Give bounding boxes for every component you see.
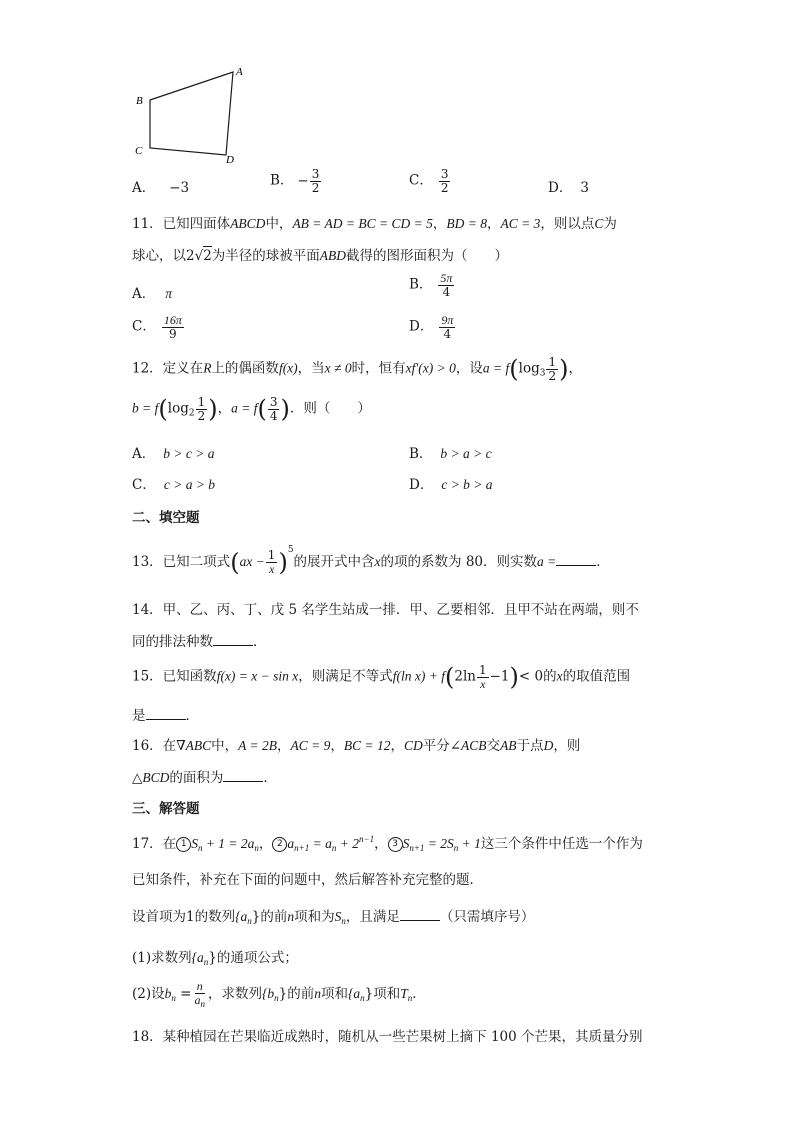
text: 时，恒有 — [351, 360, 406, 377]
vertex-label-b: B — [136, 95, 143, 107]
option-label: B． — [409, 446, 433, 462]
option-fraction — [438, 272, 454, 298]
text: (1)求数列 — [132, 950, 192, 966]
text: ． — [185, 708, 199, 724]
math-subscript: n+1 — [409, 843, 425, 853]
text: 17．在 — [132, 836, 177, 852]
math: x — [556, 668, 563, 684]
math-subscript: n — [171, 993, 176, 1004]
q11-option-a — [132, 282, 172, 302]
option-label: D． — [409, 318, 434, 335]
q12-line-1: 12．定义在R上的偶函数f(x)，当x ≠ 0时，恒有xf′(x) > 0，设$a = f(\log_3$ $\frac{1}{2}$ )， — [132, 355, 582, 384]
math: BC = 12 — [343, 738, 391, 753]
text: ，设 — [455, 360, 483, 377]
fraction-numerator: 1 — [267, 548, 276, 563]
math: f(x) = x − sin x — [216, 668, 299, 684]
text: ． — [596, 554, 610, 570]
text: 平分 — [422, 738, 450, 754]
text: (2)设 — [132, 986, 165, 1003]
math: 2 — [203, 248, 212, 264]
answer-blank — [213, 633, 253, 646]
text: ． — [253, 634, 267, 650]
option-value: c > a > b — [163, 477, 216, 492]
text: 的前 — [260, 909, 288, 925]
text: 12．定义在 — [132, 360, 204, 377]
math-subscript: n — [360, 993, 365, 1004]
q12-option-d — [409, 473, 493, 493]
math-subscript: n — [203, 957, 209, 967]
math: C — [594, 216, 604, 231]
option-value: π — [165, 286, 173, 301]
math: R — [203, 360, 212, 376]
circled-number: 3 — [388, 837, 403, 852]
text: 交 — [486, 738, 501, 754]
math-subscript: n — [247, 916, 252, 926]
math: x ≠ 0 — [324, 360, 352, 376]
q12-option-b — [409, 442, 492, 462]
fraction-denominator: 4 — [443, 326, 452, 341]
math: < 0 — [518, 668, 544, 685]
math-subscript: 3 — [539, 368, 546, 379]
math: AB — [500, 738, 517, 753]
math: △BCD — [132, 770, 170, 785]
option-value: −3 — [169, 180, 190, 196]
text: 项和 — [320, 986, 348, 1003]
fraction-numerator: 5π — [440, 271, 453, 285]
math: a = f — [482, 360, 510, 376]
text: ． — [412, 986, 426, 1003]
vertex-label-c: C — [135, 145, 143, 157]
math-subscript: n — [331, 843, 337, 853]
fraction — [477, 664, 489, 690]
q16-line-1: 16．在∇ABC中，A = 2B，AC = 9，BC = 12，CD平分∠ACB交AB于点D，则 — [132, 738, 581, 754]
option-label: B． — [270, 172, 294, 189]
option-label: A． — [132, 286, 156, 302]
math: b — [164, 986, 172, 1002]
q17-line-3: 设首项为1的数列$\{a_n\}$的前n项和为$S_n$，且满足 （只需填序号） — [132, 909, 535, 926]
option-label: D． — [548, 180, 573, 196]
option-value: b > c > a — [163, 446, 215, 461]
text: 设首项为1的数列 — [132, 909, 236, 925]
text: 的前 — [287, 986, 315, 1003]
option-label: D． — [409, 477, 434, 493]
q17-part-1: (1)求数列$\{a_n\}$的通项公式； — [132, 950, 298, 967]
text: 是 — [132, 708, 146, 724]
section-heading-answer: 三、解答题 — [132, 801, 200, 817]
vertex-label-a: A — [236, 66, 243, 78]
text: ，则 — [553, 738, 581, 754]
math-subscript: n+1 — [294, 843, 310, 853]
text: ．则（ ） — [289, 400, 371, 417]
text: ． — [263, 770, 277, 786]
math: {a — [191, 950, 204, 965]
math-subscript: n — [197, 843, 203, 853]
math-exponent: n−1 — [359, 834, 375, 844]
text: ，且满足 — [345, 909, 400, 925]
math-subscript: n — [453, 843, 459, 853]
fraction — [268, 396, 280, 422]
q17-part-2: (2)设$b_n$ = $\frac{n}{a_n}$ ，求数列$\{b_n\}$的前n项和$\{a_n\}$项和$T_n$． — [132, 979, 426, 1009]
math-subscript: n — [341, 916, 346, 926]
math: n — [287, 909, 295, 924]
text: ，则以点 — [540, 216, 595, 232]
fraction — [266, 549, 278, 575]
text: 这三个条件中任选一个作为 — [480, 836, 643, 852]
answer-blank — [223, 769, 263, 782]
math: a = f — [231, 400, 258, 416]
q17-line-1: 17．在 1 $S_n + 1 = 2a_n$， 2 $a_{n+1} = a_n + 2^{n-1}$， 3 $S_{n+1} = 2S_n + 1$这三个条件中任选一个作为 — [132, 834, 643, 853]
q17-line-2: 已知条件，补充在下面的问题中，然后解答补充完整的题． — [132, 872, 483, 888]
q11-line-1: 11．已知四面体ABCD中，AB = AD = BC = CD = 5，BD = 8，AC = 3，则以点C为 — [132, 216, 617, 232]
fraction — [192, 980, 207, 1009]
math: −1 — [489, 668, 510, 685]
text: 上的偶函数 — [211, 360, 279, 377]
text: 的面积为 — [169, 770, 224, 786]
q14-line-2 — [132, 630, 267, 650]
circled-number: 1 — [176, 837, 191, 852]
fraction-numerator: n — [196, 979, 203, 993]
math: S — [334, 909, 342, 924]
q10-option-b — [270, 168, 322, 194]
fraction-numerator: 3 — [269, 395, 278, 409]
math: f(x) — [278, 360, 298, 376]
option-label: C． — [132, 477, 156, 493]
text: ，则满足不等式 — [298, 668, 393, 685]
option-label: C． — [409, 172, 433, 189]
text: 11．已知四面体 — [132, 216, 231, 232]
math: {a — [235, 909, 248, 924]
text: 13．已知二项式 — [132, 554, 231, 570]
fraction-denominator: a — [194, 992, 201, 1007]
fraction-denominator: 4 — [269, 408, 278, 423]
math: {b — [261, 986, 275, 1002]
option-fraction — [310, 168, 322, 194]
answer-blank — [556, 553, 596, 566]
math: = a — [309, 836, 332, 851]
math: ax − — [239, 554, 265, 569]
math: + 1 — [458, 836, 481, 851]
option-label: A． — [132, 446, 156, 462]
option-label: C． — [132, 318, 156, 335]
fraction-denominator: 9 — [169, 326, 177, 341]
math: n — [314, 986, 321, 1002]
text: 的 — [543, 668, 557, 685]
q11-line-2 — [132, 244, 508, 264]
math: = 2S — [424, 836, 454, 851]
math: AC = 3 — [500, 216, 541, 231]
math-subscript: n — [274, 993, 279, 1004]
option-value: 3 — [580, 180, 589, 196]
math: + 1 = 2a — [202, 836, 255, 851]
text: 的展开式中含 — [293, 554, 375, 570]
option-fraction — [439, 168, 451, 194]
option-fraction — [439, 314, 455, 340]
math: x — [374, 554, 381, 569]
math: BD = 8 — [446, 216, 487, 231]
option-sign: − — [297, 172, 309, 189]
fraction-denominator: 2 — [548, 368, 557, 383]
quadrilateral-figure — [128, 60, 258, 170]
fraction — [196, 396, 208, 422]
text: 为 — [603, 216, 617, 232]
q18-line-1: 18．某种植园在芒果临近成熟时，随机从一些芒果树上摘下 100 个芒果，其质量分别 — [132, 1029, 643, 1045]
fraction-numerator: 1 — [548, 355, 557, 369]
math: S — [191, 836, 198, 851]
fraction-denominator: x — [480, 676, 486, 691]
fraction-denominator: 2 — [197, 408, 206, 423]
q10-option-d — [548, 176, 589, 196]
math: xf′(x) > 0 — [405, 360, 456, 376]
q11-option-b — [409, 272, 455, 298]
text: 的项的系数为 80．则实数 — [380, 554, 538, 570]
math: CD — [403, 738, 423, 753]
math: f(ln x) + f — [392, 668, 445, 684]
math: A = 2B — [238, 738, 277, 753]
text: ，当 — [297, 360, 325, 377]
math-exponent: 5 — [287, 545, 294, 555]
math: log — [518, 360, 540, 377]
math: AC = 9 — [290, 738, 331, 753]
fraction-denominator: 4 — [442, 284, 451, 299]
math: D — [543, 738, 554, 753]
answer-blank — [146, 707, 186, 720]
q14-line-1: 14．甲、乙、丙、丁、戊 5 名学生站成一排．甲、乙要相邻．且甲不站在两端，则不 — [132, 602, 639, 618]
text: 15．已知函数 — [132, 668, 217, 685]
text: 于点 — [516, 738, 544, 754]
text: 中， — [211, 738, 239, 754]
q13-line: 13．已知二项式(ax − $\frac{1}{x}$ )$^5$的展开式中含x的项的系数为 80．则实数a = ． — [132, 545, 610, 577]
math: ∇ABC — [176, 738, 212, 753]
math: = — [175, 986, 192, 1003]
fraction — [546, 356, 558, 382]
fraction-denominator: x — [268, 562, 275, 576]
math: + 2 — [336, 836, 359, 851]
q12-option-c — [132, 473, 215, 493]
math: b = f — [132, 400, 159, 416]
math: 2 — [186, 248, 195, 264]
math: S — [402, 836, 410, 851]
answer-blank — [400, 908, 440, 921]
option-value: b > a > c — [440, 446, 492, 461]
fraction-numerator: 16π — [163, 313, 182, 327]
q10-option-c — [409, 168, 451, 194]
math-subscript: 2 — [188, 408, 195, 419]
q12-option-a — [132, 442, 214, 462]
fraction-denominator: 2 — [311, 180, 320, 195]
math: log — [167, 400, 189, 417]
q16-line-2 — [132, 766, 277, 786]
fraction-numerator: 3 — [311, 167, 320, 181]
text: 项和 — [373, 986, 401, 1003]
math-subscript: n — [254, 843, 259, 853]
section-heading-fill-in: 二、填空题 — [132, 510, 200, 526]
vertex-label-d: D — [226, 154, 234, 166]
q10-option-a — [132, 176, 189, 196]
q15-line-1: 15．已知函数f(x) = x − sin x，则满足不等式f(ln x) + f(2ln $\frac{1}{x}$ −1)< 0的x的取值范围 — [132, 663, 631, 692]
option-label: A． — [132, 180, 156, 196]
math-subscript: n — [407, 993, 413, 1004]
math: T — [400, 986, 408, 1002]
fraction-denominator: 2 — [440, 180, 449, 195]
option-fraction — [162, 314, 184, 340]
math-subscript: n — [200, 998, 205, 1009]
option-label: B． — [409, 276, 433, 293]
q11-option-d — [409, 314, 456, 340]
q12-line-2: $b = f(\log_2$ $\frac{1}{2}$ )，a = f( $\frac{3}{4}$ )．则（ ） — [132, 395, 371, 424]
math: AB = AD = BC = CD = 5 — [292, 216, 433, 231]
fraction-numerator: 1 — [197, 395, 206, 409]
text: ，求数列 — [207, 986, 262, 1003]
text: 的通项公式； — [216, 950, 298, 966]
option-value: c > b > a — [441, 477, 493, 492]
circled-number: 2 — [272, 837, 287, 852]
text: 的取值范围 — [562, 668, 631, 685]
math: a = — [537, 554, 557, 569]
text: 截得的图形面积为（ ） — [346, 248, 509, 264]
text: 为半径的球被平面 — [211, 248, 320, 264]
text: 16．在 — [132, 738, 177, 754]
text: 项和为 — [294, 909, 335, 925]
q15-line-2 — [132, 704, 199, 724]
q11-option-c — [132, 314, 185, 340]
text: （只需填序号） — [439, 909, 535, 925]
math: ABCD — [230, 216, 266, 231]
text: 同的排法种数 — [132, 634, 213, 650]
fraction-numerator: 1 — [478, 663, 487, 677]
math: ∠ACB — [449, 738, 487, 753]
math: {a — [347, 986, 361, 1002]
text: 球心，以 — [132, 248, 186, 264]
math: a — [287, 836, 295, 851]
fraction-numerator: 9π — [441, 313, 454, 327]
math: ABD — [319, 248, 347, 263]
sqrt-symbol: √ — [194, 248, 204, 264]
fraction-numerator: 3 — [440, 167, 449, 181]
quadrilateral-outline — [150, 72, 233, 155]
text: 中， — [265, 216, 293, 232]
math: 2ln — [454, 668, 476, 685]
